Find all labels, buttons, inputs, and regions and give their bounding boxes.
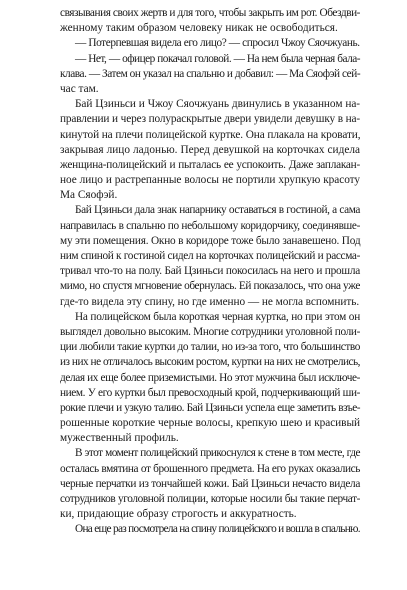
text-line: связывания своих жертв и для того, чтобы закрыть им рот. Обездви- <box>60 7 360 19</box>
text-line: нием. У его куртки был превосходный крой, подчеркивающий ши- <box>60 386 360 399</box>
text-line: тривал что-то на полу. Бай Цзиньси покосилась на него и прошла <box>60 265 360 278</box>
text-line: сотрудников уголовной полиции, которые носили бы такие перчат- <box>60 493 360 505</box>
text-line: ним спиной к гостиной сидел на корточках полицейский и рассма- <box>60 250 360 262</box>
text-line: рокие плечи и узкую талию. Бай Цзиньси успела еще заметить взъе- <box>60 401 360 414</box>
text-line: мимо, но спустя мгновение обернулась. Ей показалось, что она уже <box>60 280 360 293</box>
text-line: му эти помещения. Окно в коридоре тоже было занавешено. Под <box>60 234 361 247</box>
text-line: выглядел довольно высоким. Многие сотрудники уголовной поли- <box>60 325 360 338</box>
text-line: мужественный профиль. <box>60 432 179 445</box>
text-line: из них не отличалось высоким ростом, куртки на них не смотрелись, <box>60 356 360 369</box>
text-line: клава. — Затем он указал на спальню и добавил: — Ма Сяофэй сей- <box>60 67 361 80</box>
text-line: делая их еще более приземистыми. Но этот мужчина был исключе- <box>60 371 360 384</box>
text-line: женному таким образом человеку никак не освободиться. <box>60 22 338 35</box>
text-line: ки, придающие образу строгость и аккуратность. <box>60 508 297 521</box>
text-line: час там. <box>60 82 99 95</box>
text-line: закрывая лицо ладонью. Перед девушкой на корточках сидела <box>60 143 360 156</box>
text-line: Ма Сяофэй. <box>60 189 118 202</box>
text-line: где-то видела эту спину, но где именно — не могла вспомнить. <box>60 295 360 308</box>
text-line: Бай Цзиньси и Чжоу Сяочжуань двинулись в указанном на- <box>75 98 360 111</box>
page-body-text <box>60 6 360 538</box>
text-line: правлении и через полураскрытые двери увидели девушку в на- <box>60 113 360 126</box>
text-line: кинутой на плечи полицейской куртке. Она плакала на кровати, <box>60 128 361 141</box>
text-line: ное лицо и растрепанные волосы не портили хрупкую красоту <box>60 174 360 187</box>
text-line: На полицейском была короткая черная куртка, но при этом он <box>75 310 360 323</box>
text-line: женщина-полицейский и пыталась ее успокоить. Даже заплакан- <box>60 158 360 171</box>
text-line: рошенные короткие черные волосы, крепкую шею и красивый <box>60 417 360 430</box>
text-line: — Потерпевшая видела его лицо? — спросил Чжоу Сяочжуань. <box>75 37 360 50</box>
text-line: черные перчатки из тончайшей кожи. Бай Цзиньси нечасто видела <box>60 477 360 490</box>
text-line: Бай Цзиньси дала знак напарнику оставаться в гостиной, а сама <box>75 204 360 217</box>
text-line: осталась вмятина от брошенного предмета. На его руках оказались <box>60 462 360 475</box>
text-line: направилась в спальню по небольшому коридорчику, соединявше- <box>60 219 360 232</box>
text-line: Она еще раз посмотрела на спину полицейского и вошла в спальню. <box>75 523 360 536</box>
text-line: — Нет, — офицер покачал головой. — На нем была черная бала- <box>75 52 360 65</box>
text-line: ции любили такие куртки до талии, но из-за того, что большинство <box>60 341 360 354</box>
text-line: В этот момент полицейский прикоснулся к стене в том месте, где <box>75 447 360 460</box>
